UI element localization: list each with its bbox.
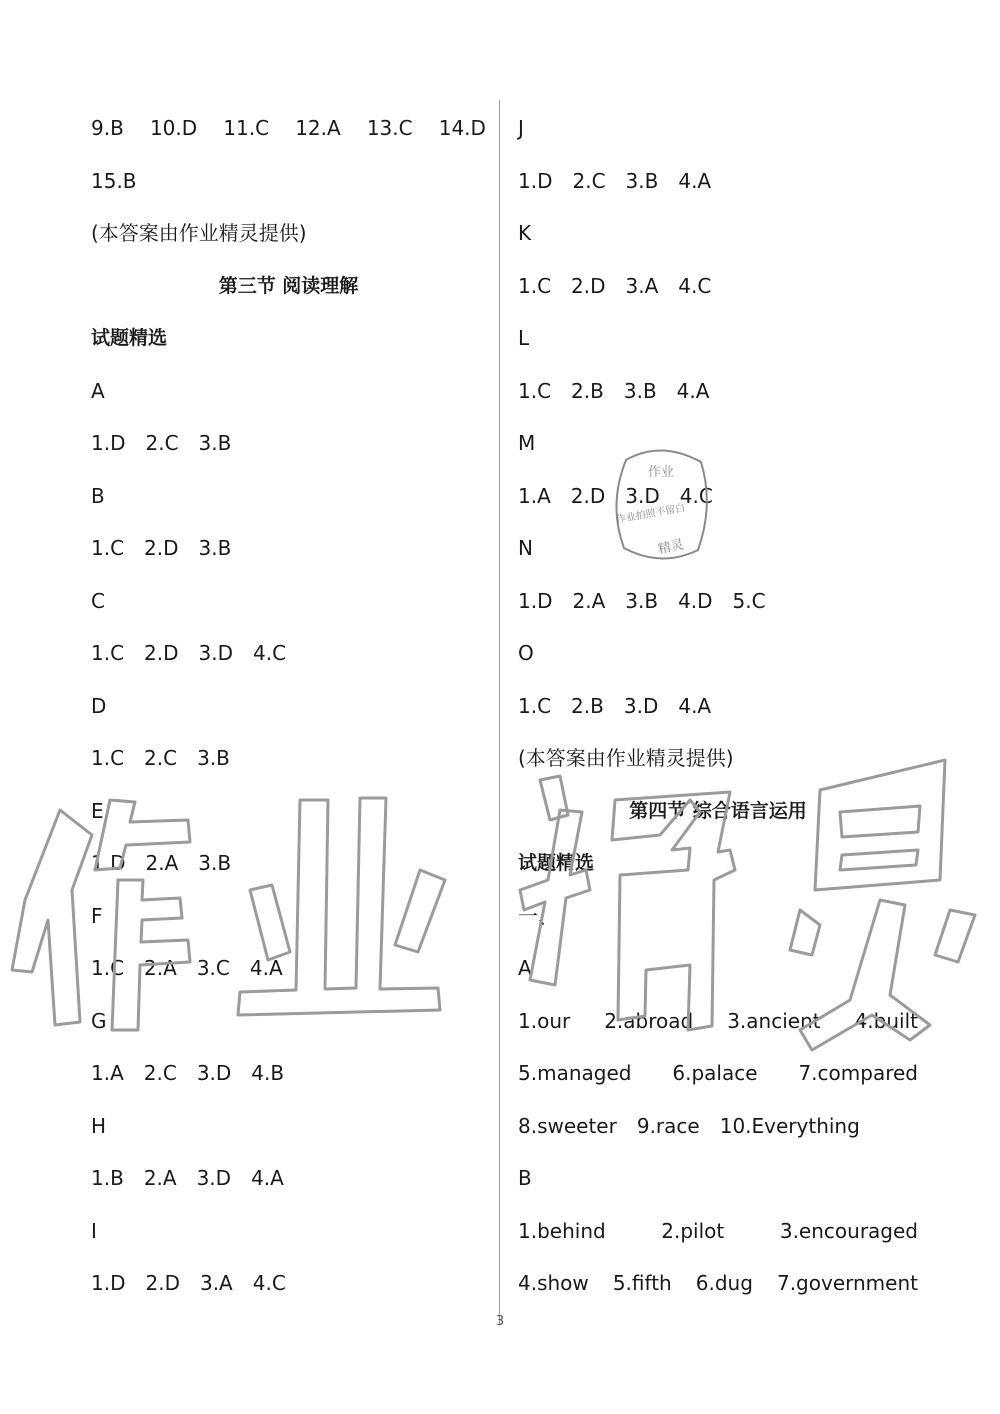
answer-item: 1.C — [91, 956, 125, 980]
answer-item: 1.D — [518, 168, 553, 193]
passage-label: E — [91, 798, 104, 823]
answer-line — [91, 843, 486, 896]
answer-item: 6.dug — [695, 1271, 753, 1295]
stamp-text-bottom: 精灵 — [656, 537, 686, 558]
answer-line — [91, 423, 486, 476]
answer-item: 2.A — [143, 1166, 177, 1190]
answer-item: 1.C — [518, 378, 552, 403]
answer-item: 3.B — [197, 746, 230, 770]
answer-item: 2.abroad — [604, 1008, 694, 1033]
answer-item: 9.B — [91, 116, 124, 140]
answer-item: 3.D — [198, 641, 234, 665]
source-note: (本答案由作业精灵提供) — [518, 746, 734, 770]
answer-item: 3.A — [199, 1271, 233, 1295]
subheading: 试题精选 — [91, 327, 168, 349]
answer-item: 4.C — [678, 273, 712, 298]
answer-item: 1.A — [91, 1061, 124, 1085]
answer-item: 1.behind — [518, 1218, 606, 1243]
answer-item: 6.palace — [672, 1061, 758, 1085]
answer-item: 2.D — [570, 483, 606, 508]
passage-label: B — [518, 1166, 532, 1190]
answer-item: 2.A — [145, 851, 179, 875]
passage-label: I — [91, 1218, 97, 1243]
answer-item: 1.B — [91, 1166, 124, 1190]
answer-item: 3.D — [196, 1166, 232, 1190]
answer-item: 2.D — [571, 273, 606, 298]
answer-item: 3.B — [625, 588, 659, 613]
answer-item: 3.C — [196, 956, 230, 980]
answer-item: 1.our — [518, 1008, 571, 1033]
page-number: 3 — [495, 1314, 505, 1329]
answer-item: 14.D — [438, 116, 486, 140]
answer-line — [518, 371, 918, 424]
answer-item: 3.encouraged — [779, 1218, 918, 1243]
answer-line — [91, 738, 486, 791]
answer-item: 3.B — [198, 536, 232, 560]
answer-item: 2.D — [144, 641, 179, 665]
answer-line — [518, 1001, 918, 1054]
answer-line — [518, 581, 918, 634]
answer-item: 5.managed — [518, 1061, 632, 1085]
answer-item: 8.sweeter — [518, 1113, 617, 1138]
answer-line — [518, 1263, 918, 1316]
source-note: (本答案由作业精灵提供) — [91, 221, 307, 245]
answer-line — [518, 1053, 918, 1106]
answer-item: 1.A — [518, 483, 551, 508]
answer-item: 3.B — [198, 851, 232, 875]
answer-item: 2.pilot — [661, 1218, 725, 1243]
passage-label: B — [91, 483, 105, 508]
passage-label: M — [518, 431, 536, 455]
answer-item: 7.government — [776, 1271, 918, 1295]
answer-item: 2.B — [571, 378, 604, 403]
answer-item: 5.C — [732, 588, 766, 613]
passage-label: F — [91, 903, 103, 928]
passage-label: O — [518, 641, 534, 665]
answer-line — [91, 1263, 486, 1316]
passage-label: L — [518, 326, 530, 350]
passage-label: A — [91, 378, 105, 403]
answer-item: 2.C — [145, 431, 179, 455]
passage-label: H — [91, 1113, 107, 1138]
answer-item: 1.D — [91, 431, 126, 455]
answer-line — [518, 686, 918, 739]
answer-line — [91, 528, 486, 581]
answer-item: 4.show — [518, 1271, 589, 1295]
answer-line — [518, 161, 918, 214]
answer-item: 4.A — [678, 168, 712, 193]
passage-label: A — [518, 956, 532, 980]
answer-item: 1.D — [518, 588, 553, 613]
left-column — [91, 108, 486, 1316]
answer-line — [91, 633, 486, 686]
answer-item: 4.C — [253, 641, 287, 665]
answer-item: 5.fifth — [612, 1271, 672, 1295]
answer-item: 3.D — [625, 483, 660, 508]
answer-item: 1.C — [518, 693, 552, 718]
passage-label: 一、 — [518, 903, 558, 928]
answer-item: 2.D — [144, 536, 179, 560]
answer-item: 4.A — [251, 1166, 284, 1190]
passage-label: C — [91, 588, 105, 613]
answer-item: 9.race — [636, 1113, 700, 1138]
answer-item: 3.D — [623, 693, 659, 718]
answer-line — [91, 108, 486, 161]
answer-item: 7.compared — [798, 1061, 918, 1085]
answer-item: 2.A — [572, 588, 606, 613]
answer-item: 3.B — [198, 431, 232, 455]
answer-item: 4.built — [854, 1008, 918, 1033]
answer-item: 2.B — [571, 693, 604, 718]
passage-label: D — [91, 693, 107, 718]
passage-label: G — [91, 1008, 107, 1033]
answer-item: 3.B — [623, 378, 657, 403]
stamp-text-top: 作业 — [648, 465, 675, 480]
answer-item: 2.C — [144, 746, 178, 770]
passage-label: K — [518, 221, 532, 245]
answer-item: 4.A — [676, 378, 710, 403]
answer-line — [518, 266, 918, 319]
answer-item: 4.C — [679, 483, 713, 508]
section-heading: 第三节 阅读理解 — [218, 274, 359, 297]
answer-item: 10.D — [149, 116, 198, 140]
answer-line — [91, 948, 486, 1001]
answer-item: 1.C — [518, 273, 552, 298]
answer-item: 1.D — [91, 851, 126, 875]
answer-item: 4.A — [249, 956, 283, 980]
passage-label: J — [518, 116, 524, 140]
answer-item: 4.D — [678, 588, 713, 613]
answer-item: 2.A — [144, 956, 177, 980]
answer-item: 10.Everything — [719, 1113, 860, 1138]
answer-item: 1.C — [91, 641, 125, 665]
subheading: 试题精选 — [518, 852, 595, 874]
answer-item: 3.B — [625, 168, 659, 193]
answer-line — [91, 1053, 486, 1106]
column-divider — [499, 100, 500, 1325]
answer-item: 1.C — [91, 536, 125, 560]
section-heading: 第四节 综合语言运用 — [629, 799, 807, 822]
stamp-text-middle: 作业拍照不留白 — [615, 502, 687, 526]
answer-item: 3.ancient — [727, 1008, 821, 1033]
right-column — [518, 108, 918, 1316]
answer-item: 4.A — [678, 693, 712, 718]
answer-line — [518, 1106, 918, 1159]
answer-line — [91, 1158, 486, 1211]
answer-item: 11.C — [223, 116, 270, 140]
answer-item: 3.D — [196, 1061, 232, 1085]
answer-item: 2.C — [572, 168, 606, 193]
answer-item: 4.B — [251, 1061, 285, 1085]
answer-item: 1.D — [91, 1271, 126, 1295]
passage-label: 15.B — [91, 168, 137, 193]
answer-line — [518, 476, 918, 529]
answer-line — [518, 1211, 918, 1264]
answer-item: 4.C — [252, 1271, 286, 1295]
answer-item: 2.C — [143, 1061, 177, 1085]
answer-item: 1.C — [91, 746, 125, 770]
answer-item: 13.C — [366, 116, 413, 140]
answer-item: 3.A — [625, 273, 659, 298]
answer-item: 12.A — [295, 116, 341, 140]
answer-item: 2.D — [145, 1271, 180, 1295]
passage-label: N — [518, 536, 533, 560]
